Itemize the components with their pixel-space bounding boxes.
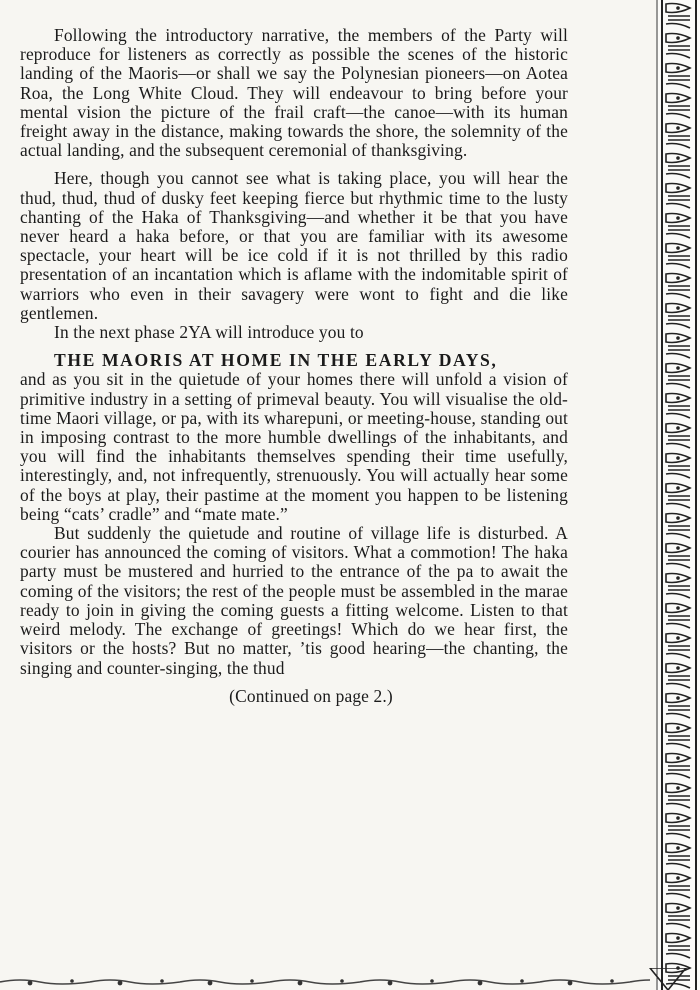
- decorative-border-right: [656, 0, 700, 990]
- ornament-strip-icon: [0, 968, 700, 990]
- paragraph-next-phase: In the next phase 2YA will introduce you to: [54, 322, 364, 343]
- article-column: [20, 26, 568, 706]
- ornament-border-icon: [656, 0, 700, 990]
- section-heading: THE MAORIS AT HOME IN THE EARLY DAYS,: [54, 350, 498, 371]
- paragraph-haka-thanksgiving: Here, though you cannot see what is taking place, you will hear the thud, thud, thud of dusky feet keeping fierce but rhythmic time to the lusty chanting of the Haka of Thanksgiving—and whether it be that you have never heard a haka before, or that you are familiar with its awesome spectacle, your heart will be ice cold if it is not thrilled by this radio presentation of an incantation which is aflame with the indomitable spirit of warriors who even in their savagery were wont to fight and die like gentlemen.: [20, 168, 568, 323]
- paragraph-quietude: and as you sit in the quietude of your homes there will unfold a vision of primitive industry in a setting of primeval beauty. You will visualise the old-time Maori village, or pa, with its wharepuni, or meeting-house, standing out in imposing contrast to the more humble dwellings of the inhabitants, and you will find the inhabitants themselves spending their time usefully, interestingly, and, not infrequently, strenuously. You will actually hear some of the boys at play, their pastime at the moment you happen to be listening being “cats’ cradle” and “mate mate.”: [20, 369, 568, 524]
- paragraph-introductory-narrative: Following the introductory narrative, the members of the Party will reproduce for listeners as correctly as possible the scenes of the historic landing of the Maoris—or shall we say the Polynesian pioneers—on Aotea Roa, the Long White Cloud. They will endeavour to bring before your mental vision the picture of the frail craft—the canoe—with its human freight away in the distance, making towards the shore, the solemnity of the actual landing, and the subsequent ceremonial of thanksgiving.: [20, 25, 568, 161]
- decorative-border-bottom: [0, 968, 700, 990]
- paragraph-visitors: But suddenly the quietude and routine of village life is disturbed. A courier has announced the coming of visitors. What a commotion! The haka party must be mustered and hurried to the entrance of the pa to await the coming of the visitors; the rest of the people must be assembled in the marae ready to join in giving the coming guests a fitting welcome. Listen to that weird melody. The exchange of greetings! Which do we hear first, the visitors or the hosts? But no matter, ’tis good hearing—the chanting, the singing and counter-singing, the thud: [20, 523, 568, 678]
- continued-note: (Continued on page 2.): [229, 685, 393, 706]
